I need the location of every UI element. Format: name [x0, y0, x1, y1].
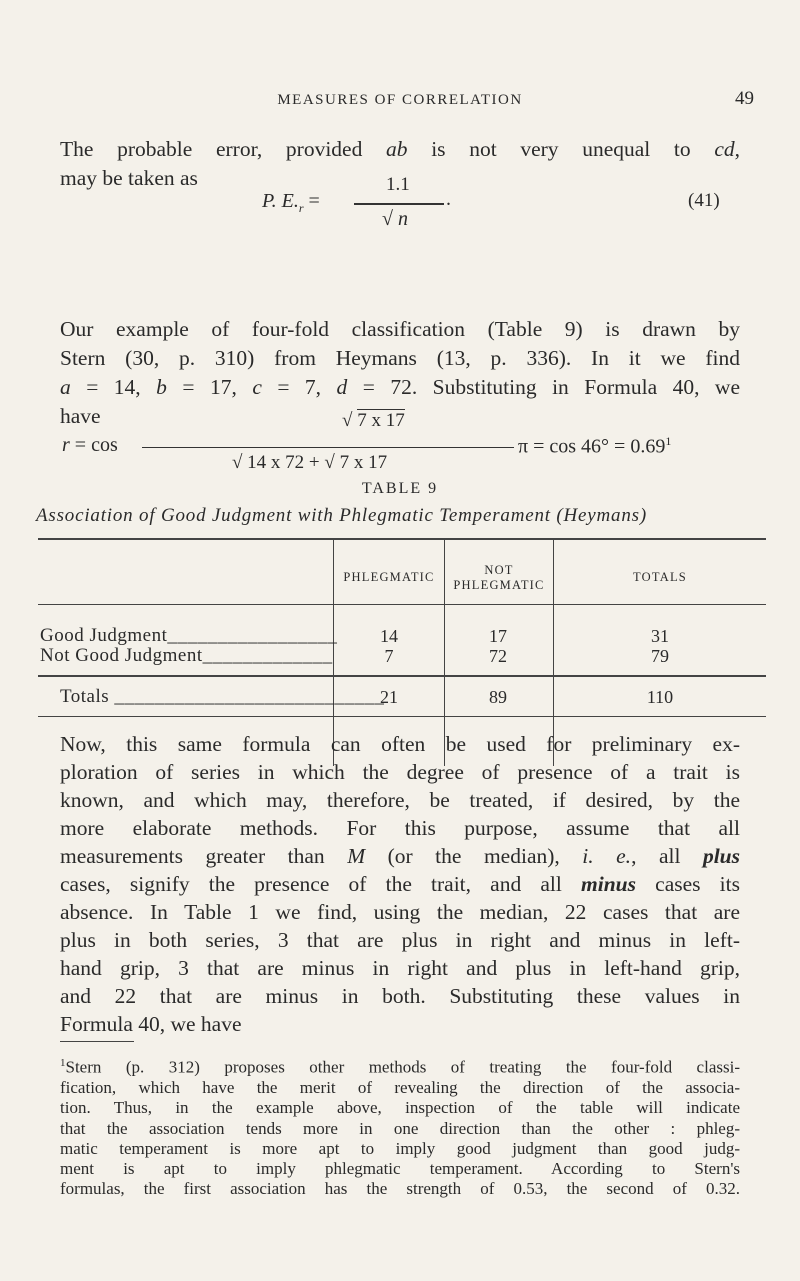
footnote-mark: 1: [60, 1057, 66, 1069]
footnote-line-text: Stern (p. 312) proposes other methods of treating the four-fold classi-: [65, 1057, 740, 1077]
page-number: 49: [735, 88, 754, 109]
para3-line: plus in both series, 3 that are plus in right and minus in left-: [60, 928, 740, 952]
footnote: [60, 1053, 740, 1200]
footnote-rule: [60, 1041, 134, 1042]
footnote-line: tion. Thus, in the example above, inspection of the table will indicate: [60, 1098, 740, 1118]
running-head: MEASURES OF CORRELATION: [277, 92, 523, 108]
para3-line: ploration of series in which the degree of presence of a trait is: [60, 760, 740, 784]
para3-line: cases, signify the presence of the trait, and all minus cases its: [60, 872, 740, 896]
table-row-label: Good Judgment_________________: [40, 625, 338, 646]
table-cell: 79: [651, 646, 669, 666]
para3-line: Now, this same formula can often be used for preliminary ex-: [60, 732, 740, 756]
para3-line: known, and which may, therefore, be treated, if desired, by the: [60, 788, 740, 812]
table-header-rule: [38, 604, 766, 605]
formula40-denominator: √ 14 x 72 + √ 7 x 17: [232, 452, 388, 473]
para2-line: Our example of four-fold classification (Table 9) is drawn by: [60, 317, 740, 341]
para3-line: hand grip, 3 that are minus in right and plus in left-hand grip,: [60, 956, 740, 980]
col-header-totals: TOTALS: [633, 570, 687, 584]
para1-line1: The probable error, provided ab is not very unequal to cd,: [60, 137, 740, 161]
table-cell: 7: [384, 646, 394, 666]
formula40-fraction-bar: [142, 447, 514, 448]
para1-line2: may be taken as: [60, 166, 198, 190]
footnote-line: [60, 1053, 740, 1078]
formula41-period: .: [446, 188, 451, 210]
para2-line: Stern (30, p. 310) from Heymans (13, p. 336). In it we find: [60, 346, 740, 370]
col-header-phlegmatic: PHLEGMATIC: [343, 570, 435, 584]
footnote-line: formulas, the first association has the strength of 0.53, the second of 0.32.: [60, 1179, 740, 1199]
formula41-number: (41): [688, 190, 720, 211]
table-row-label: Not Good Judgment_____________: [40, 645, 333, 666]
formula41-lhs: P. $E._r$ =: [262, 190, 320, 215]
table-caption: Association of Good Judgment with Phlegmatic Temperament (Heymans): [36, 505, 647, 526]
table-cell: 17: [489, 626, 507, 646]
footnote-line: that the association tends more in one direction than the other : phleg-: [60, 1118, 740, 1138]
para3-line: absence. In Table 1 we find, using the median, 22 cases that are: [60, 900, 740, 924]
table-totals-label: Totals ___________________________: [60, 686, 385, 707]
table-title: TABLE 9: [361, 480, 439, 497]
formula40-lhs: r = cos: [62, 434, 118, 456]
table-top-rule: [38, 538, 766, 540]
para2-line: have: [60, 404, 101, 428]
para3-line: and 22 that are minus in both. Substituting these values in: [60, 984, 740, 1008]
formula41-numerator: 1.1: [386, 174, 410, 195]
table-totals-rule: [38, 675, 766, 677]
formula40-numerator: √ 7 x 17: [342, 410, 405, 431]
formula41-denominator: √ n: [382, 208, 408, 230]
col-header-not-phlegmatic: PHLEGMATIC: [453, 578, 545, 592]
formula41-fraction-bar: [354, 203, 444, 205]
footnote-line: matic temperament is more apt to imply good judgment than good judg-: [60, 1138, 740, 1158]
table-cell: 110: [646, 687, 674, 707]
table-cell: 14: [380, 626, 398, 646]
para3-line: Formula 40, we have: [60, 1012, 242, 1036]
table-bottom-rule: [38, 716, 766, 717]
para3-line: measurements greater than M (or the median), i. e., all plus: [60, 844, 740, 868]
para2-line: a = 14, b = 17, c = 7, d = 72. Substituting in Formula 40, we: [60, 375, 740, 399]
table-cell: 31: [651, 626, 669, 646]
footnote-line: ment is apt to imply phlegmatic temperament. According to Stern's: [60, 1159, 740, 1179]
table-cell: 21: [380, 687, 398, 707]
formula40-rhs: $\pi = \cos 46^\circ = 0.69^1$: [518, 434, 672, 458]
para3-line: more elaborate methods. For this purpose, assume that all: [60, 816, 740, 840]
paragraph-preliminary-exploration: [60, 730, 740, 1038]
footnote-line: fication, which have the merit of revealing the direction of the associa-: [60, 1077, 740, 1097]
col-header-not: NOT: [484, 563, 514, 577]
table-cell: 72: [489, 646, 507, 666]
table-cell: 89: [489, 687, 507, 707]
